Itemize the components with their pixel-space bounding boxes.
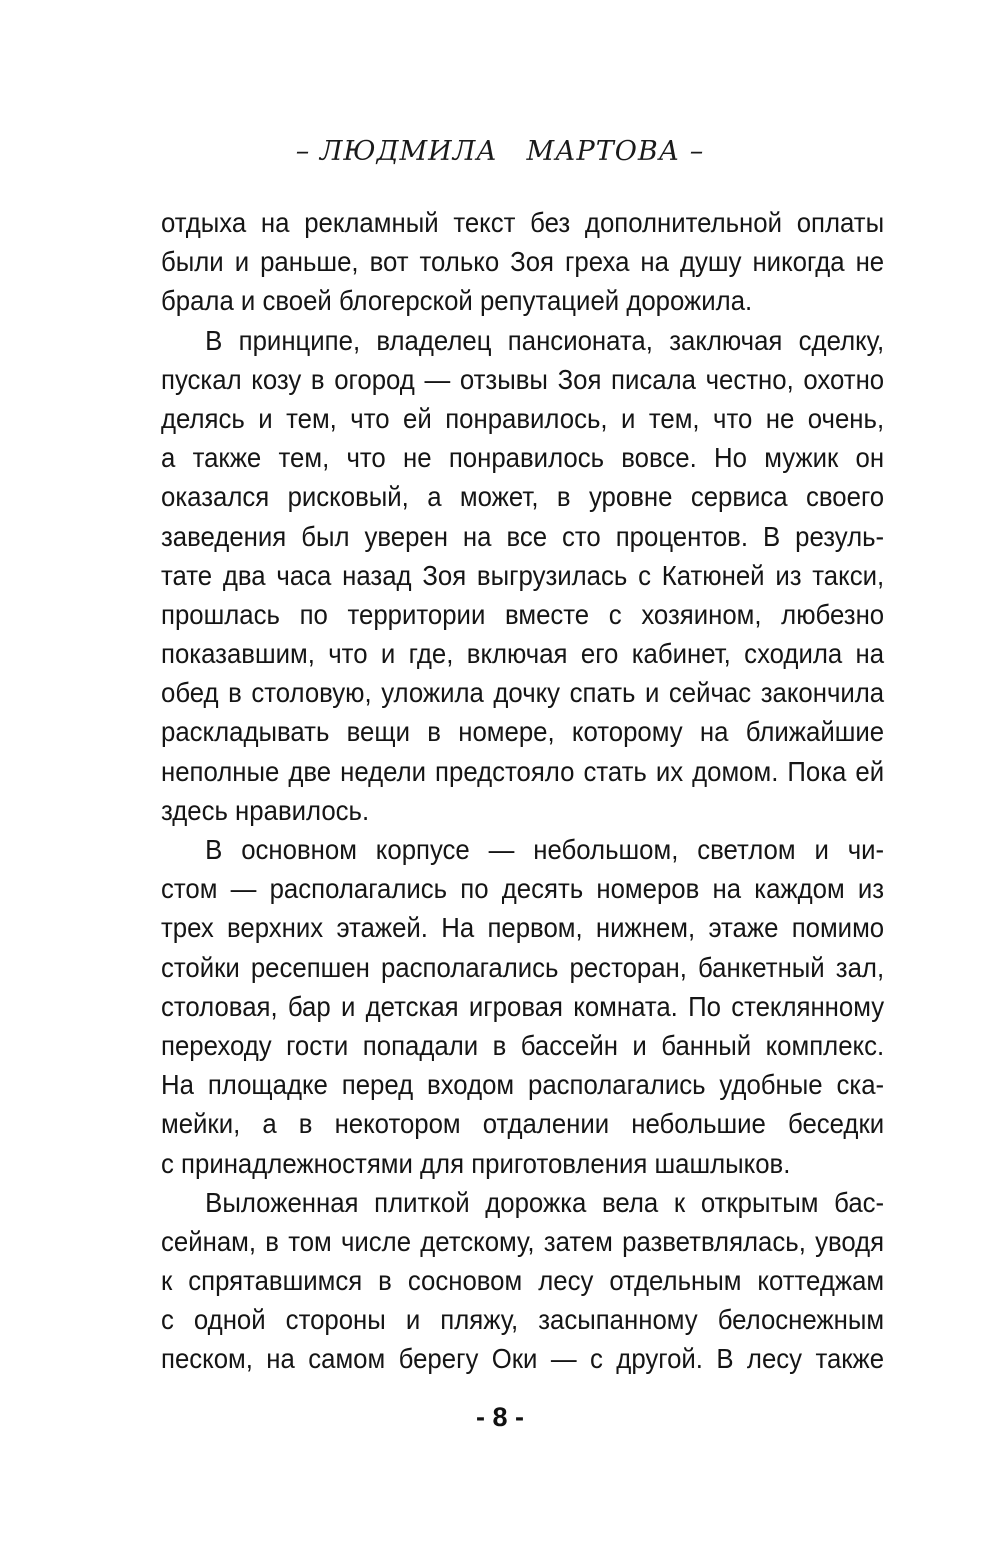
text-line: пускал козу в огород — отзывы Зоя писала честно, охотно <box>161 363 885 395</box>
text-line: а также тем, что не понравилось вовсе. Но мужик он <box>161 442 885 474</box>
text-line: стойки ресепшен располагались ресторан, банкетный зал, <box>161 951 885 983</box>
body-text <box>161 203 884 1379</box>
text-line: трех верхних этажей. На первом, нижнем, этаже помимо <box>161 912 885 944</box>
text-line: раскладывать вещи в номере, которому на ближайшие <box>161 716 885 748</box>
text-line: к спрятавшимся в сосновом лесу отдельным коттеджам <box>161 1265 885 1297</box>
text-line: В основном корпусе — небольшом, светлом и чи- <box>205 834 885 865</box>
paragraph <box>161 203 884 321</box>
page-number: - 8 - <box>475 1402 524 1432</box>
paragraph <box>161 321 884 830</box>
text-line: Выложенная плиткой дорожка вела к открытым бас- <box>205 1186 885 1218</box>
text-line: прошлась по территории вместе с хозяином, любезно <box>161 598 885 630</box>
text-line: брала и своей блогерской репутацией дорожила. <box>161 285 753 317</box>
running-head: – ЛЮДМИЛА МАРТОВА – <box>295 136 705 167</box>
text-line: В принципе, владелец пансионата, заключая сделку, <box>205 324 885 356</box>
text-line: песком, на самом берегу Оки — с другой. В лесу также <box>161 1343 885 1375</box>
paragraph <box>161 830 884 1183</box>
text-line: стом — располагались по десять номеров на каждом из <box>161 873 885 905</box>
text-line: оказался рисковый, а может, в уровне сервиса своего <box>161 481 885 513</box>
text-line: мейки, а в некотором отдалении небольшие беседки <box>161 1108 885 1140</box>
text-line: переходу гости попадали в бассейн и банный комплекс. <box>161 1029 885 1061</box>
text-line: неполные две недели предстояло стать их домом. Пока ей <box>161 755 885 787</box>
text-line: с одной стороны и пляжу, засыпанному белоснежным <box>161 1304 885 1336</box>
text-line: На площадке перед входом располагались удобные ска- <box>161 1069 885 1101</box>
text-line: столовая, бар и детская игровая комната. По стеклянному <box>161 990 885 1022</box>
text-line: с принадлежностями для приготовления шашлыков. <box>161 1147 791 1179</box>
text-line: были и раньше, вот только Зоя греха на душу никогда не <box>161 246 885 278</box>
text-line: делясь и тем, что ей понравилось, и тем, что не очень, <box>161 402 885 434</box>
paragraph <box>161 1183 884 1379</box>
text-line: обед в столовую, уложила дочку спать и сейчас закончила <box>161 677 885 709</box>
text-line: здесь нравилось. <box>161 794 370 826</box>
text-line: отдыха на рекламный текст без дополнительной оплаты <box>161 207 885 238</box>
text-line: сейнам, в том числе детскому, затем разветвлялась, уводя <box>161 1225 885 1257</box>
text-line: заведения был уверен на все сто процентов. В резуль- <box>161 520 885 552</box>
text-line: тате два часа назад Зоя выгрузилась с Катюней из такси, <box>161 559 885 591</box>
text-line: показавшим, что и где, включая его кабинет, сходила на <box>161 638 885 670</box>
